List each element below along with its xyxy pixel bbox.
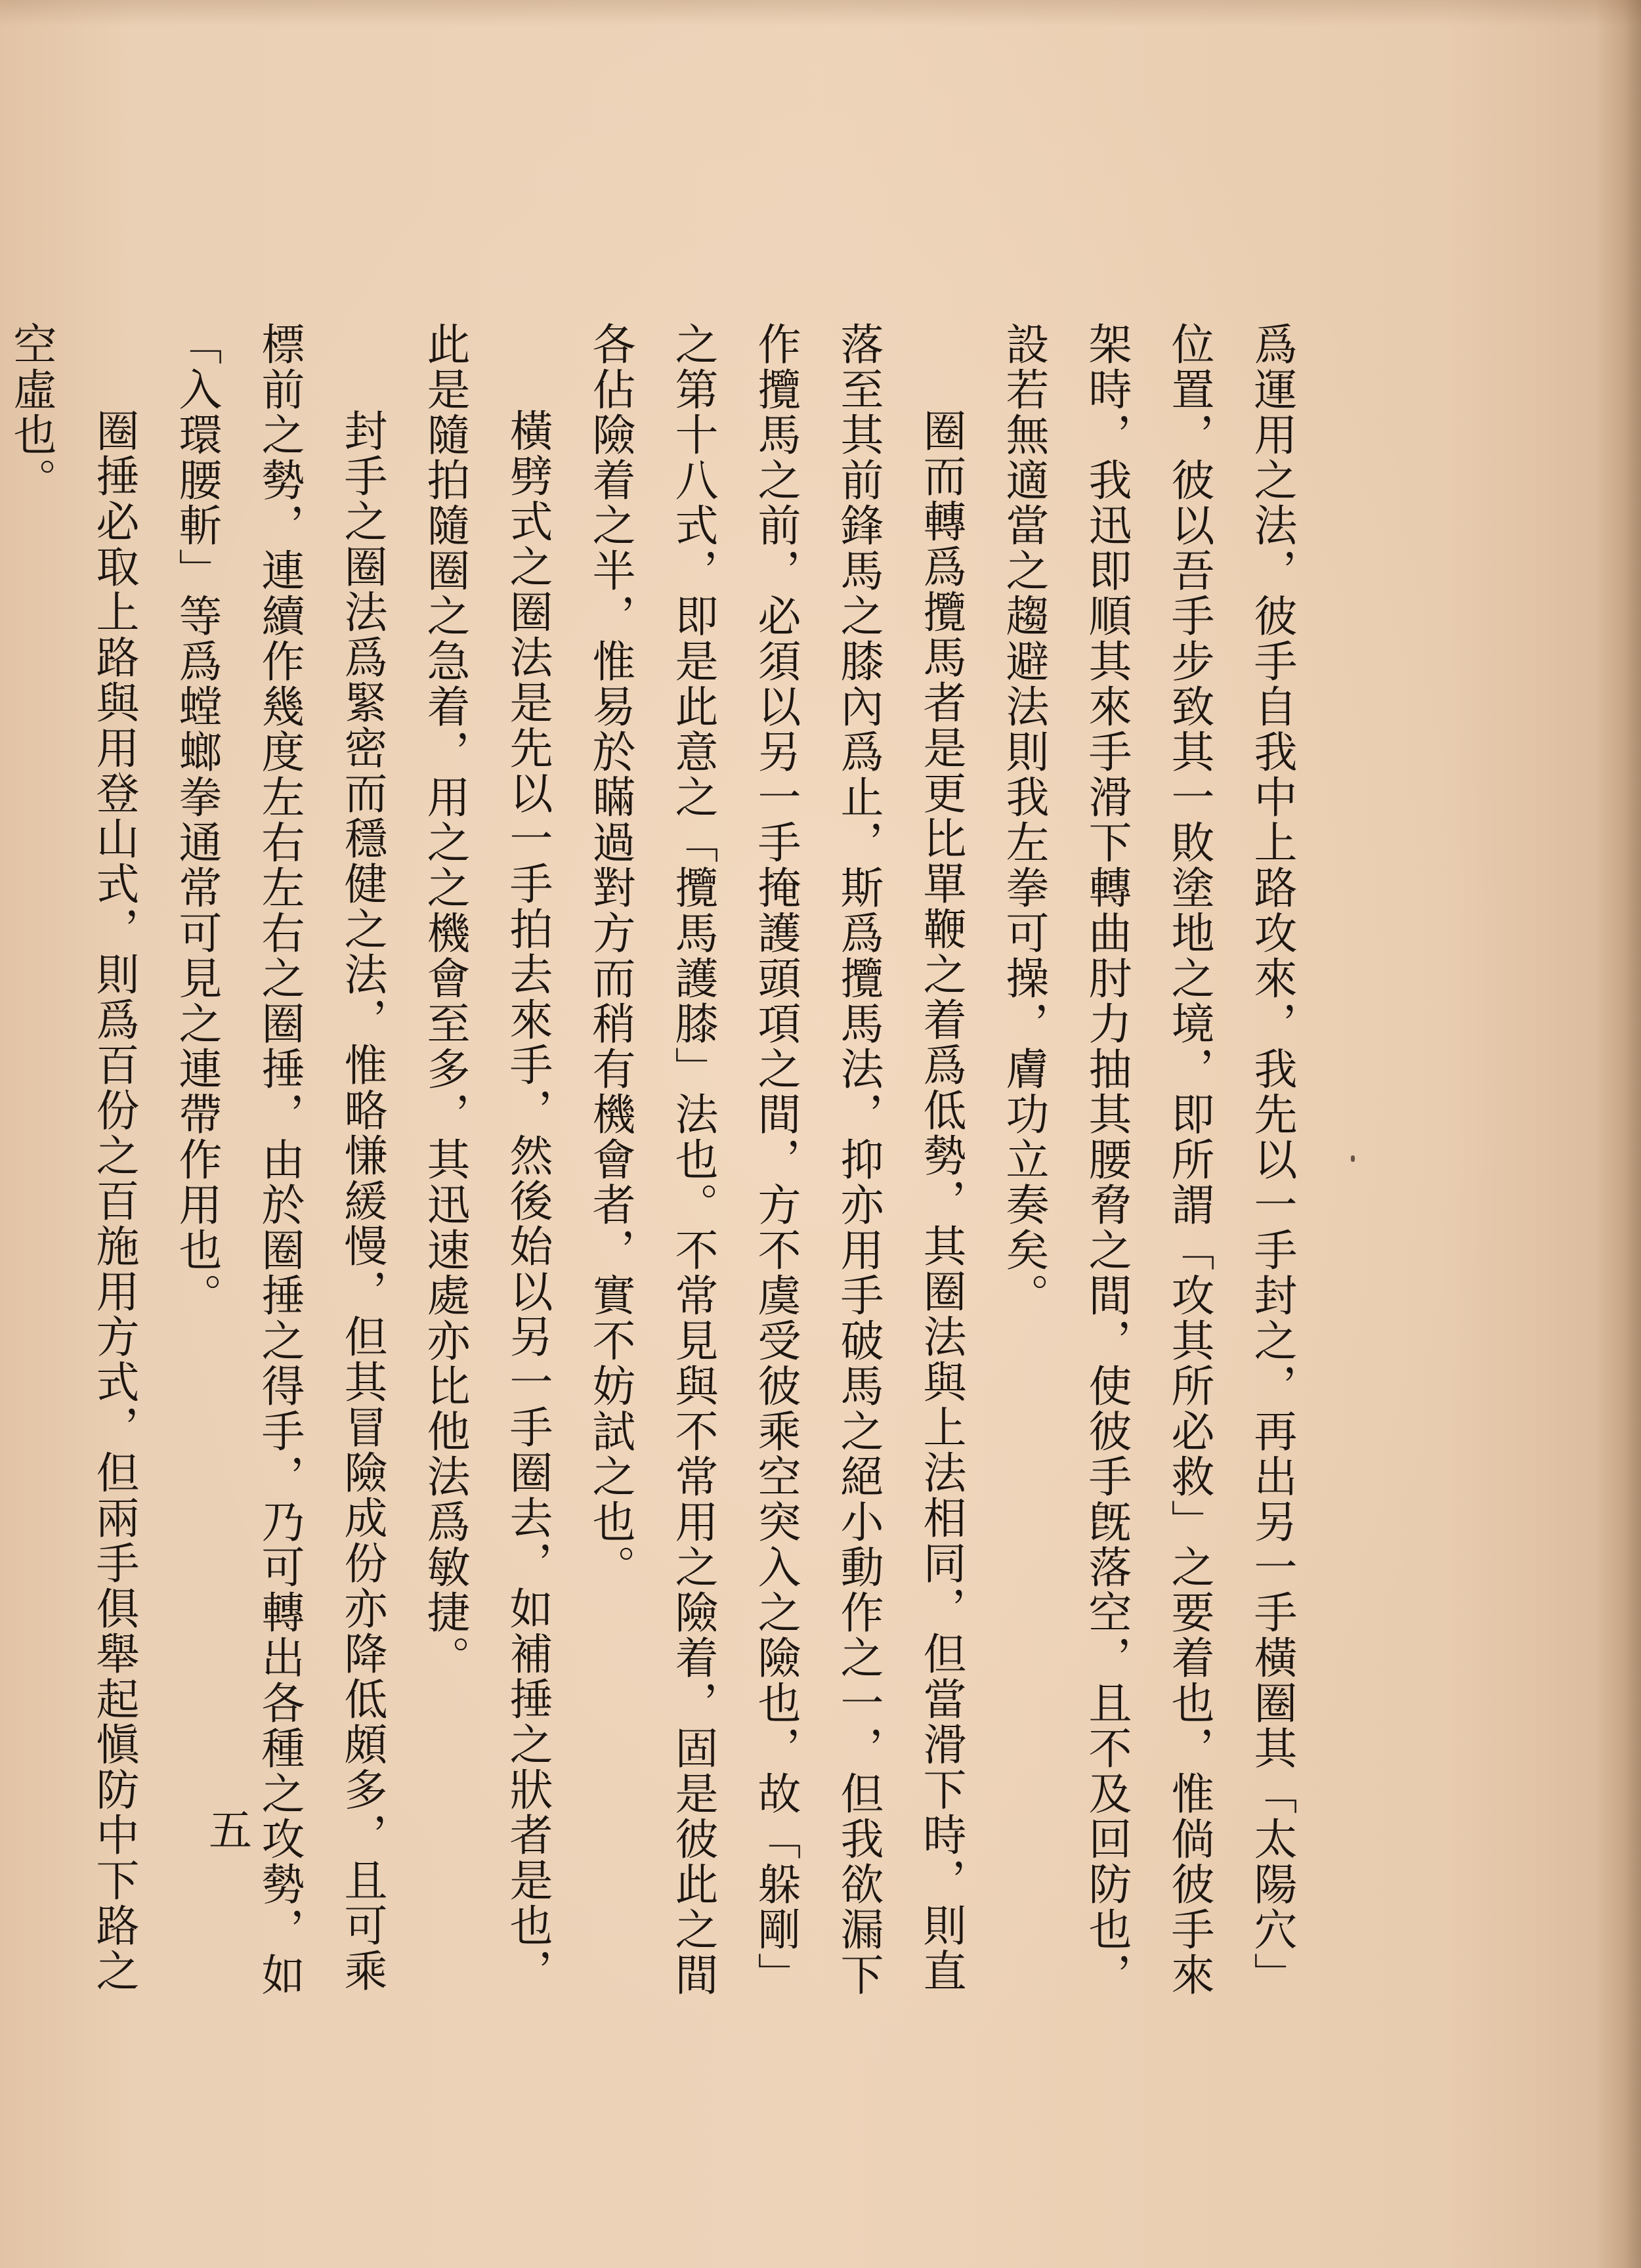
page-right-edge [1595,0,1641,2268]
paragraph-2: 圈而轉爲攬馬者是更比單鞭之着爲低勢，其圈法與上法相同，但當滑下時，則直落至其前鋒馬之膝內爲止，斯爲攬馬法，抑亦用手破馬之絕小動作之一，但我欲漏下作攬馬之前，必須以另一手掩護頭項之間，方不虞受彼乘空突入之險也，故「躲剛」之第十八式，即是此意之「攬馬護膝」法也。不常見與不常用之險着，固是彼此之間各佔險着之半，惟易於瞞過對方而稍有機會者，實不妨試之也。 [585,322,966,1998]
paragraph-5: 圈捶必取上路與用登山式，則爲百份之百施用方式，但兩手俱舉起愼防中下路之空虛也。 [6,322,139,1994]
page-number: 五 [209,1805,252,1856]
paragraph-3: 橫劈式之圈法是先以一手拍去來手，然後始以另一手圈去，如補捶之狀者是也，此是隨拍隨圈之急着，用之之機會至多，其迅速處亦比他法爲敏捷。 [419,322,553,1994]
paragraph-4: 封手之圈法爲緊密而穩健之法，惟略慊緩慢，但其冒險成份亦降低頗多，且可乘標前之勢，連續作幾度左右左右之圈捶，由於圈捶之得手，乃可轉出各種之攻勢，如「入環腰斬」等爲螳螂拳通常可見之連帶作用也。 [171,322,387,1998]
vertical-text-body [6,322,1313,2002]
paragraph-1: 爲運用之法，彼手自我中上路攻來，我先以一手封之，再出另一手橫圈其「太陽穴」位置，彼以吾手步致其一敗塗地之境，即所謂「攻其所必救」之要着也，惟倘彼手來架時，我迅即順其來手滑下轉曲肘力抽其腰脅之間，使彼手旣落空，且不及回防也，設若無適當之趨避法則我左拳可操，膚功立奏矣。 [998,322,1297,1998]
ink-speck [1351,1155,1355,1162]
page-top-shadow [0,0,1641,26]
